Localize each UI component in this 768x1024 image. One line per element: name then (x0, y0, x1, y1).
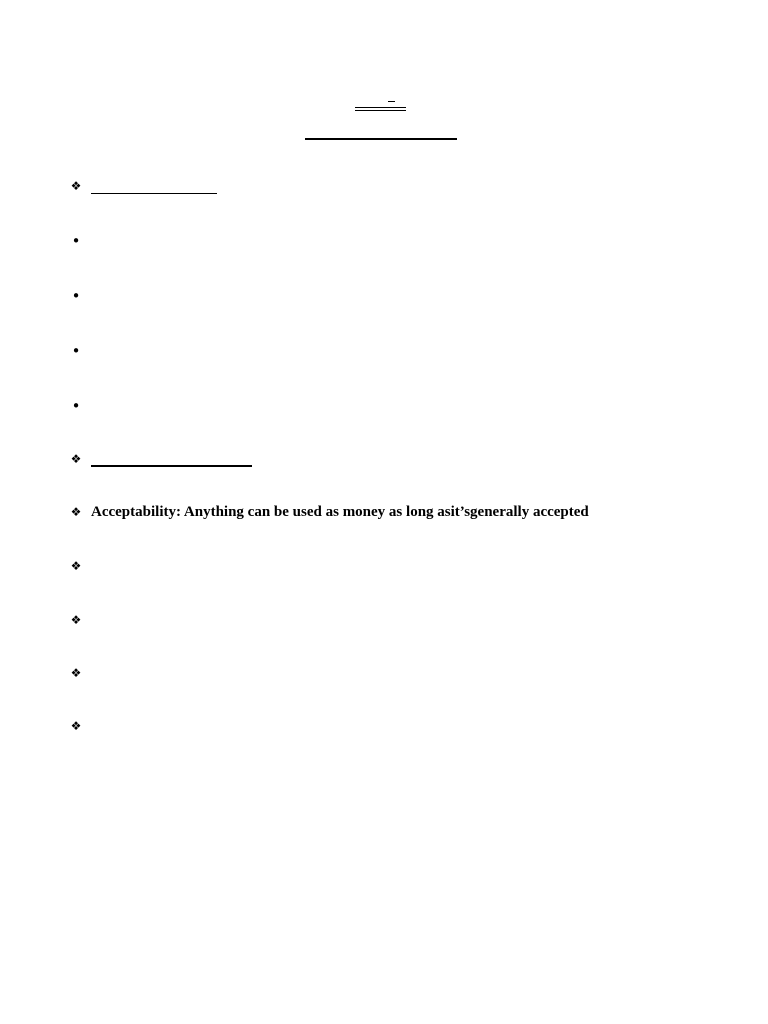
list-item (68, 396, 728, 416)
list-item (68, 286, 728, 306)
diamond-bullet-icon: ❖ (70, 505, 82, 519)
header-dash-mark (388, 101, 395, 102)
list-item (68, 663, 728, 683)
list-item (68, 556, 728, 576)
diamond-bullet-icon: ❖ (70, 179, 82, 193)
list-item (68, 716, 728, 736)
list-item-text: Acceptability: Anything can be used as money as long asit’sgenerally accepted (91, 504, 589, 520)
list-item (68, 449, 728, 469)
round-bullet-icon: • (71, 287, 81, 305)
title-underline (305, 138, 457, 140)
list-item (68, 610, 728, 630)
list-item (68, 176, 728, 196)
diamond-bullet-icon: ❖ (70, 452, 82, 466)
round-bullet-icon: • (71, 342, 81, 360)
list-item (68, 341, 728, 361)
round-bullet-icon: • (71, 232, 81, 250)
heading-underline (91, 465, 252, 467)
header-double-underline (355, 107, 406, 111)
list-item (68, 231, 728, 251)
heading-underline (91, 193, 217, 194)
diamond-bullet-icon: ❖ (70, 559, 82, 573)
diamond-bullet-icon: ❖ (70, 666, 82, 680)
list-item (68, 502, 728, 522)
diamond-bullet-icon: ❖ (70, 719, 82, 733)
diamond-bullet-icon: ❖ (70, 613, 82, 627)
round-bullet-icon: • (71, 397, 81, 415)
